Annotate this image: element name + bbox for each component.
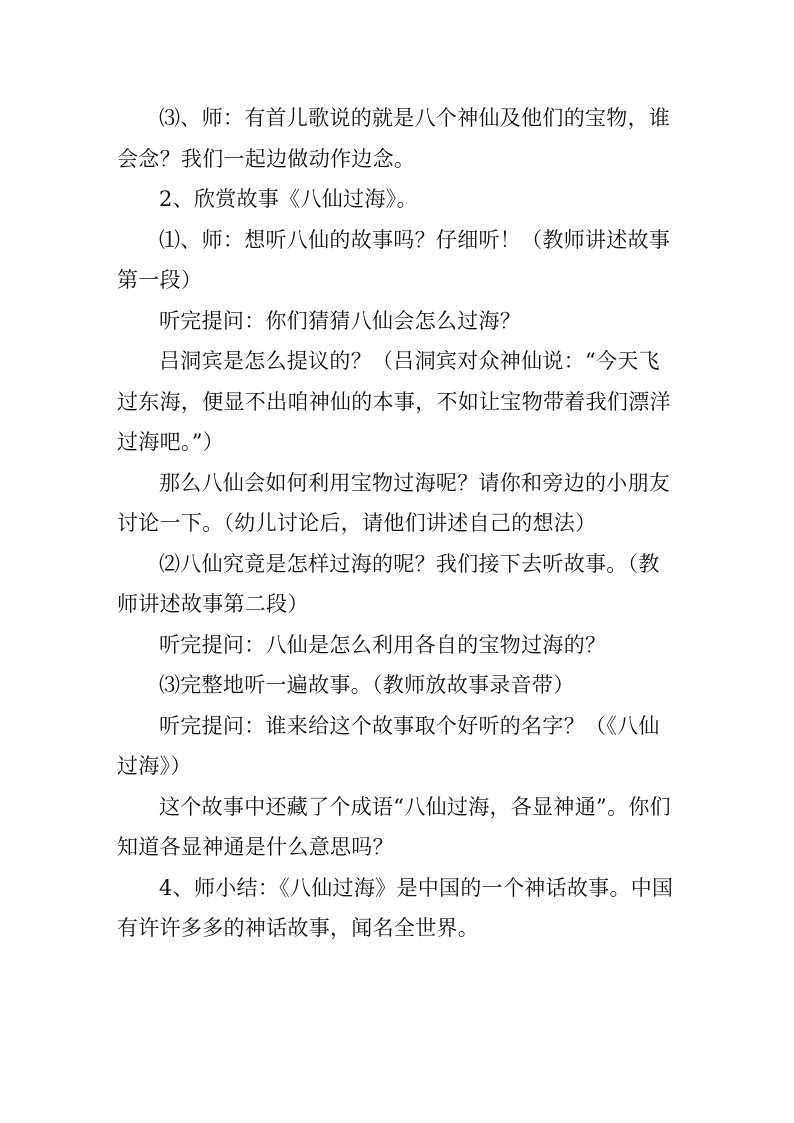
paragraph-5: 吕洞宾是怎么提议的？（吕洞宾对众神仙说：“今天飞过东海，便显不出咱神仙的本事，不如让宝物带着我们漂洋过海吧。”） (117, 349, 671, 454)
paragraph-9: ⑶完整地听一遍故事。（教师放故事录音带） (159, 673, 575, 697)
paragraph-10: 听完提问：谁来给这个故事取个好听的名字？（《八仙过海》） (117, 713, 660, 778)
paragraph-11: 这个故事中还藏了个成语“八仙过海，各显神通”。你们知道各显神通是什么意思吗？ (117, 794, 671, 859)
document-body (117, 98, 677, 949)
paragraph-8: 听完提问：八仙是怎么利用各自的宝物过海的？ (159, 632, 607, 657)
paragraph-7: ⑵八仙究竟是怎样过海的呢？我们接下去听故事。（教师讲述故事第二段） (117, 551, 660, 616)
paragraph-2: 2、欣赏故事《八仙过海》。 (159, 187, 418, 211)
paragraph-4: 听完提问：你们猜猜八仙会怎么过海？ (159, 308, 522, 333)
paragraph-3: ⑴、师：想听八仙的故事吗？仔细听！（教师讲述故事第一段） (117, 227, 671, 292)
paragraph-1: ⑶、师：有首儿歌说的就是八个神仙及他们的宝物，谁会念？我们一起边做动作边念。 (117, 106, 671, 171)
paragraph-12: 4、师小结：《八仙过海》是中国的一个神话故事。中国有许许多多的神话故事，闻名全世界。 (117, 875, 674, 940)
paragraph-6: 那么八仙会如何利用宝物过海呢？请你和旁边的小朋友讨论一下。（幼儿讨论后，请他们讲述自己的想法） (117, 470, 671, 535)
